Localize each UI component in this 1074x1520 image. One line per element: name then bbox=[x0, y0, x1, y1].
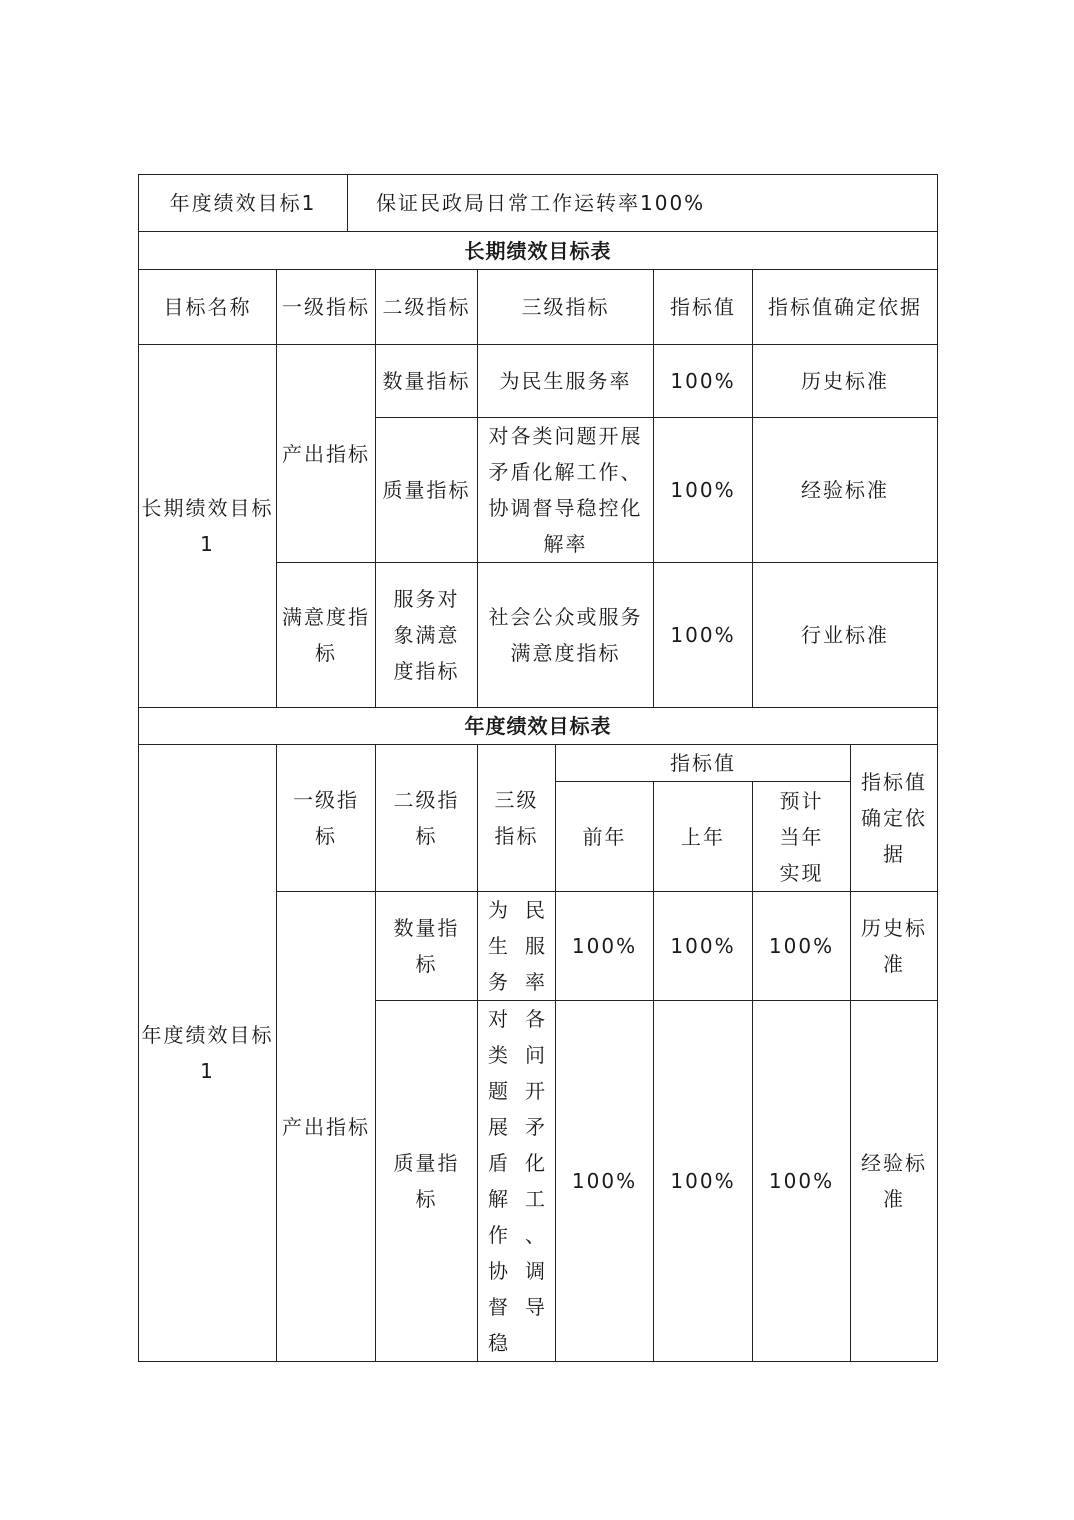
annual-table bbox=[138, 744, 938, 1362]
annual-col-header-expected: 预计当年实现 bbox=[753, 782, 851, 892]
long-term-table bbox=[138, 231, 938, 745]
row-basis: 经验标准 bbox=[753, 418, 938, 563]
row-level3: 社会公众或服务满意度指标 bbox=[478, 563, 654, 708]
col-header-level3: 三级指标 bbox=[478, 270, 654, 345]
annual-row-level2: 质量指标 bbox=[376, 1001, 478, 1362]
annual-row-basis: 经验标准 bbox=[851, 1001, 938, 1362]
annual-title: 年度绩效目标表 bbox=[139, 708, 938, 745]
annual-row-level3: 对各类问题开展矛盾化解工作、协调督导稳 bbox=[478, 1001, 556, 1362]
col-header-basis: 指标值确定依据 bbox=[753, 270, 938, 345]
annual-row-level2: 数量指标 bbox=[376, 892, 478, 1001]
row-value: 100% bbox=[654, 345, 753, 418]
long-term-title: 长期绩效目标表 bbox=[139, 232, 938, 270]
row-basis: 行业标准 bbox=[753, 563, 938, 708]
row-level3: 对各类问题开展矛盾化解工作、协调督导稳控化解率 bbox=[478, 418, 654, 563]
level1-satisfaction: 满意度指标 bbox=[277, 563, 376, 708]
annual-goal-name: 年度绩效目标1 bbox=[139, 745, 277, 1362]
annual-row-expected: 100% bbox=[753, 892, 851, 1001]
long-term-goal-name: 长期绩效目标1 bbox=[139, 345, 277, 708]
col-header-value: 指标值 bbox=[654, 270, 753, 345]
annual-row-last: 100% bbox=[654, 1001, 753, 1362]
annual-col-header-level2: 二级指标 bbox=[376, 745, 478, 892]
row-level2: 质量指标 bbox=[376, 418, 478, 563]
annual-row-last: 100% bbox=[654, 892, 753, 1001]
annual-col-header-level1: 一级指标 bbox=[277, 745, 376, 892]
level1-output: 产出指标 bbox=[277, 345, 376, 563]
annual-col-header-prev-year: 前年 bbox=[556, 782, 654, 892]
row-value: 100% bbox=[654, 418, 753, 563]
col-header-goal-name: 目标名称 bbox=[139, 270, 277, 345]
goal-header-table bbox=[138, 174, 938, 232]
col-header-level2: 二级指标 bbox=[376, 270, 478, 345]
row-level2: 服务对象满意度指标 bbox=[376, 563, 478, 708]
goal-header-value: 保证民政局日常工作运转率100% bbox=[348, 175, 938, 232]
annual-col-header-basis: 指标值确定依据 bbox=[851, 745, 938, 892]
annual-col-header-level3: 三级指标 bbox=[478, 745, 556, 892]
row-basis: 历史标准 bbox=[753, 345, 938, 418]
annual-row-prev: 100% bbox=[556, 892, 654, 1001]
annual-col-header-last-year: 上年 bbox=[654, 782, 753, 892]
row-level2: 数量指标 bbox=[376, 345, 478, 418]
annual-row-prev: 100% bbox=[556, 1001, 654, 1362]
annual-row-basis: 历史标准 bbox=[851, 892, 938, 1001]
row-value: 100% bbox=[654, 563, 753, 708]
annual-col-header-value-group: 指标值 bbox=[556, 745, 851, 782]
col-header-level1: 一级指标 bbox=[277, 270, 376, 345]
goal-header-label: 年度绩效目标1 bbox=[139, 175, 348, 232]
row-level3: 为民生服务率 bbox=[478, 345, 654, 418]
annual-row-expected: 100% bbox=[753, 1001, 851, 1362]
annual-row-level3: 为民生服务率 bbox=[478, 892, 556, 1001]
annual-level1-output: 产出指标 bbox=[277, 892, 376, 1362]
